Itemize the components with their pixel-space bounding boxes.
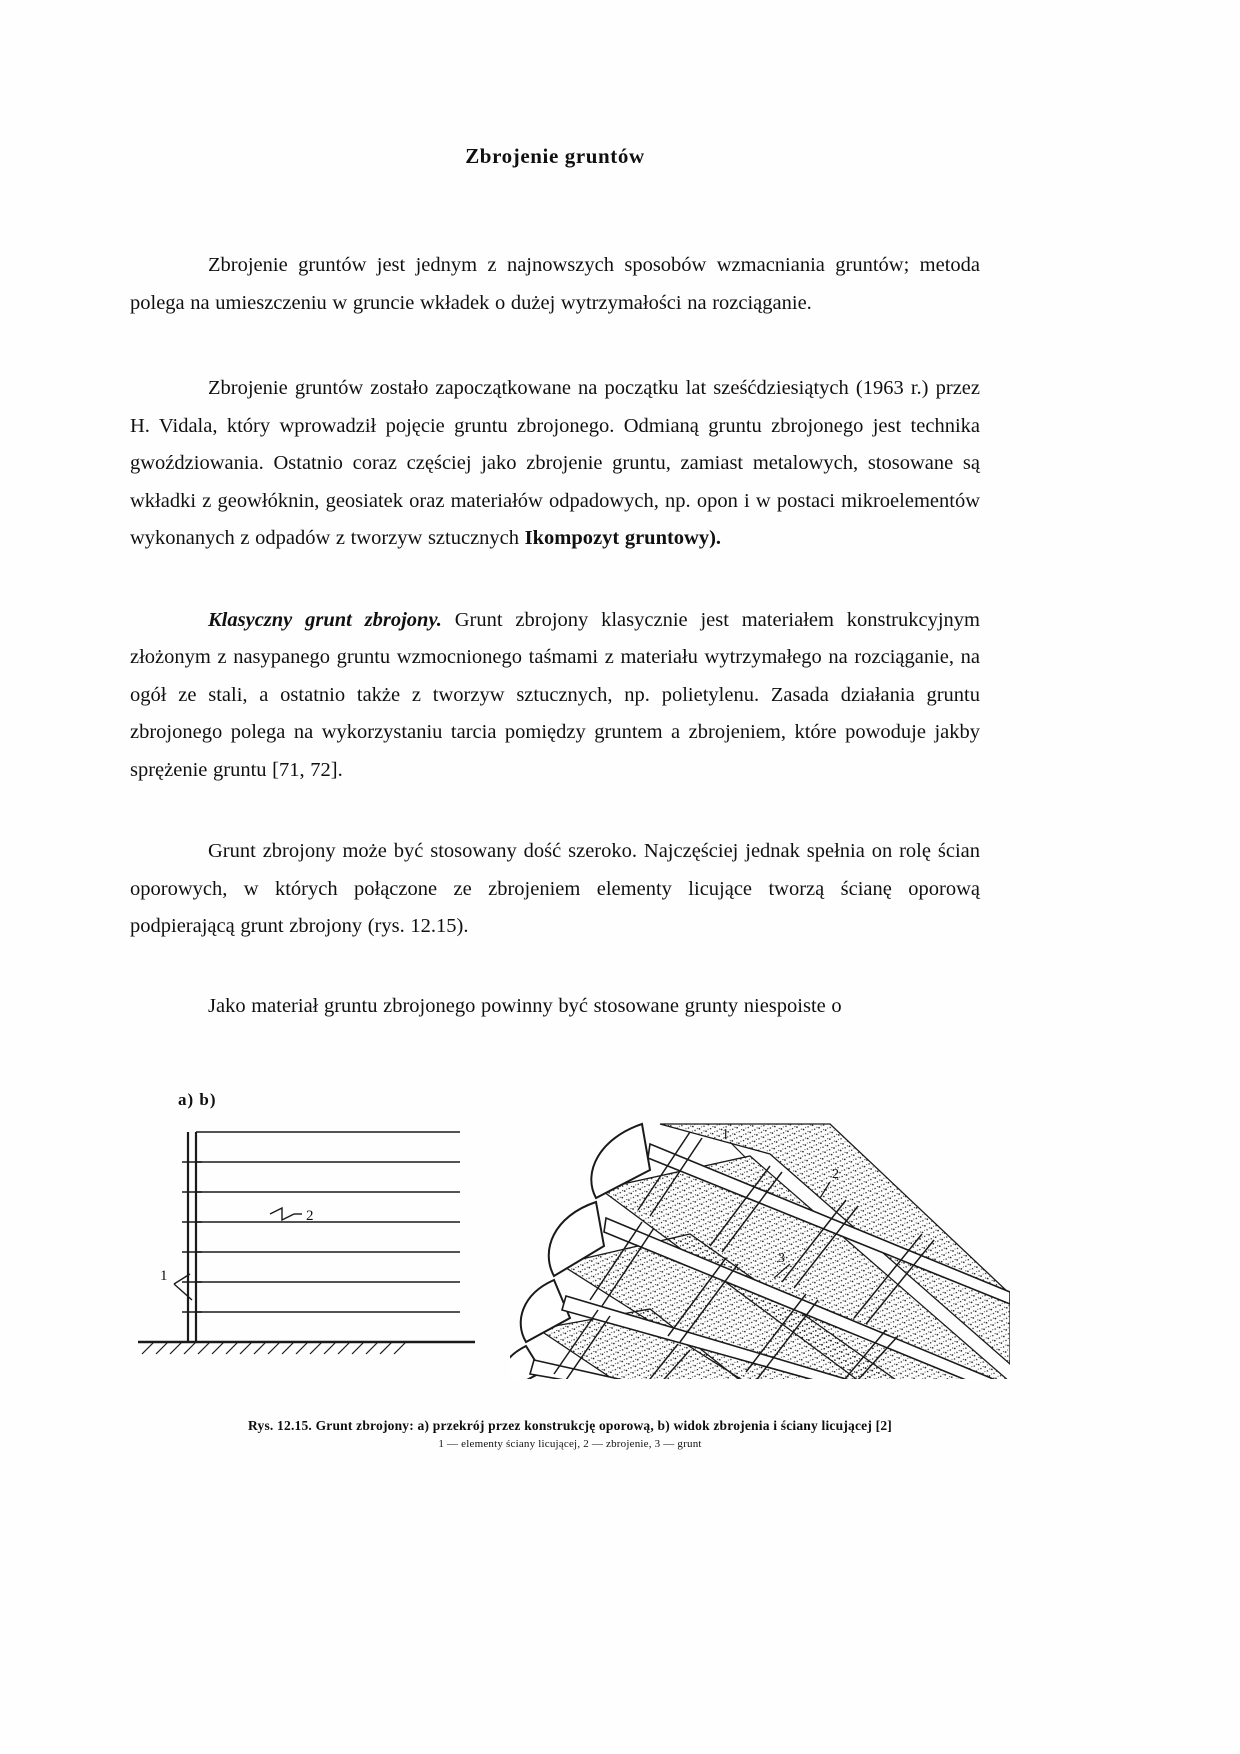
paragraph-3-text: Grunt zbrojony klasycznie jest materiałem konstrukcyjnym złożonym z nasypanego gruntu wzmocnionego taśmami z materiału wytrzymałego na rozciąganie, na ogół ze stali, a ostatnio także z tworzyw sztucznych, np. polietylenu. Zasada działania gruntu zbrojonego polega na wykorzystaniu tarcia pomiędzy gruntem a zbrojeniem, które powoduje jakby sprężenie gruntu [71, 72]. — [130, 608, 980, 781]
figure-drawing — [130, 1114, 1010, 1404]
figure-caption: Rys. 12.15. Grunt zbrojony: a) przekrój przez konstrukcję oporową, b) widok zbrojenia i ściany licującej [2] — [248, 1418, 892, 1433]
paragraph-2-text: Zbrojenie gruntów zostało zapoczątkowane na początku lat sześćdziesiątych (1963 r.) przez H. Vidala, który wprowadził pojęcie gruntu zbrojonego. Odmianą gruntu zbrojonego jest technika gwoździowania. Ostatnio coraz częściej jako zbrojenie gruntu, zamiast metalowych, stosowane są wkładki z geowłóknin, geosiatek oraz materiałów odpadowych, np. opon i w postaci mikroelementów wykonanych z odpadów z tworzyw sztucznych — [130, 377, 980, 549]
paragraph-5: Jako materiał gruntu zbrojonego powinny być stosowane grunty niespoiste o — [208, 994, 842, 1017]
paragraph-3 — [130, 602, 980, 790]
paragraph-4: Grunt zbrojony może być stosowany dość szeroko. Najczęściej jednak spełnia on rolę ścian oporowych, w których połączone ze zbrojeniem elementy licujące tworzą ścianę oporową podpierającą grunt zbrojony (rys. 12.15). — [130, 840, 980, 937]
figure-callout-a-2: 2 — [306, 1208, 314, 1224]
figure-callout-b-2: 2 — [832, 1167, 839, 1182]
figure-callout-b-1: 1 — [722, 1127, 729, 1142]
page-title: Zbrojenie gruntów — [465, 144, 645, 168]
document-body — [130, 140, 980, 1025]
figure-12-15 — [130, 1090, 1010, 1450]
figure-panel-labels: a) b) — [178, 1090, 217, 1109]
panel-b-isometric-view — [501, 1124, 1010, 1404]
figure-callout-a-1: 1 — [160, 1268, 168, 1284]
paragraph-2 — [130, 370, 980, 558]
paragraph-2-bold-tail: Ikompozyt gruntowy). — [524, 527, 722, 549]
figure-callout-b-3: 3 — [778, 1251, 785, 1266]
figure-svg — [130, 1114, 1010, 1404]
panel-a-cross-section — [138, 1132, 475, 1354]
figure-caption-legend: 1 — elementy ściany licującej, 2 — zbrojenie, 3 — grunt — [438, 1438, 702, 1450]
paragraph-3-lead-term: Klasyczny grunt zbrojony. — [208, 608, 442, 631]
paragraph-1: Zbrojenie gruntów jest jednym z najnowszych sposobów wzmacniania gruntów; metoda polega na umieszczeniu w gruncie wkładek o dużej wytrzymałości na rozciąganie. — [130, 254, 980, 314]
